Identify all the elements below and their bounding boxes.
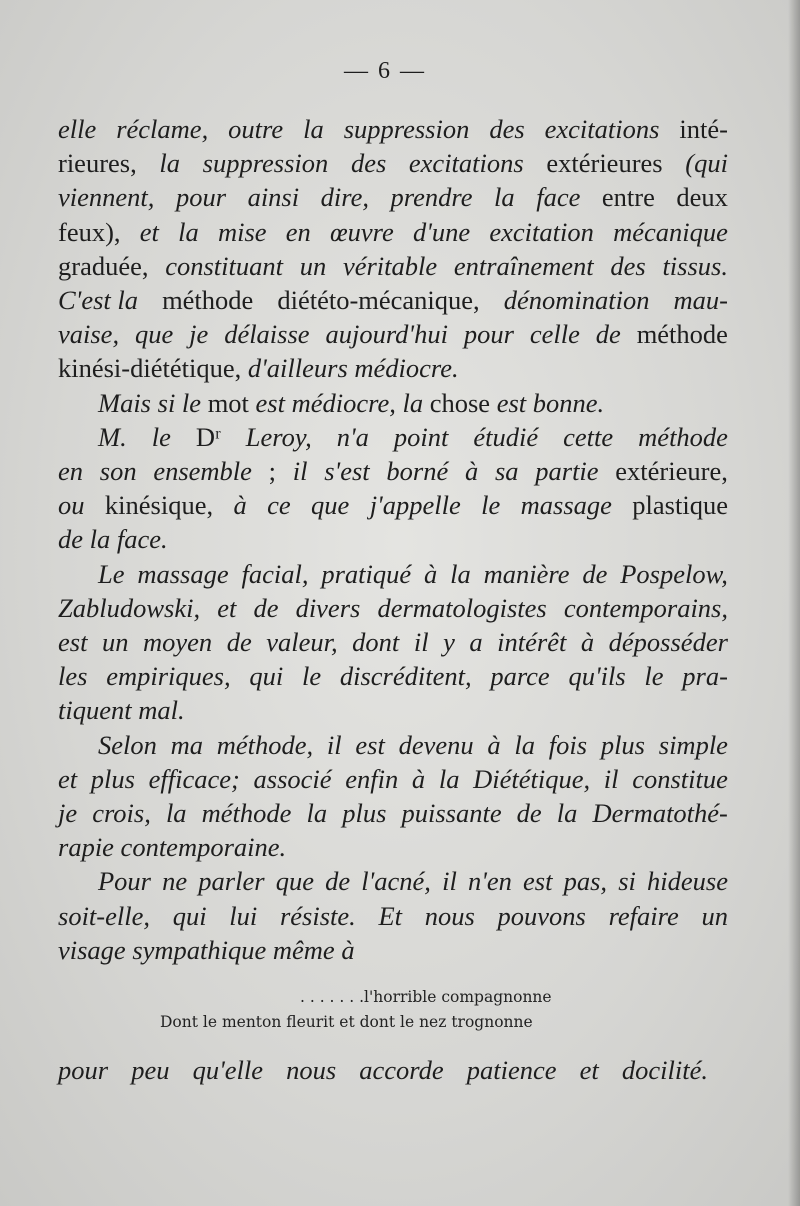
text-line — [58, 762, 728, 796]
text-word: suppression — [202, 148, 329, 179]
text-line — [58, 351, 459, 385]
text-line — [98, 386, 604, 420]
text-word: j'appelle — [369, 490, 461, 521]
text-word: entre — [601, 182, 655, 213]
text-line — [58, 488, 728, 522]
text-word: à — [487, 729, 501, 760]
text-word: chose — [429, 387, 497, 418]
final-line — [58, 1053, 708, 1087]
text-word: dire, — [320, 182, 369, 213]
text-word: que — [311, 490, 350, 521]
text-word: ma — [170, 729, 204, 760]
text-line — [58, 659, 728, 693]
text-line — [58, 112, 728, 146]
text-word: dénomination — [503, 285, 650, 315]
text-line — [58, 317, 728, 351]
text-word: enfin — [345, 763, 399, 794]
text-word: a — [469, 627, 483, 657]
text-word: il — [292, 456, 308, 486]
text-word: la — [494, 182, 515, 213]
text-word: valeur, — [266, 627, 338, 657]
text-word: son — [99, 456, 137, 486]
text-word: feux), — [58, 216, 121, 247]
text-word: accorde — [359, 1055, 444, 1085]
text-word: que — [275, 866, 314, 897]
text-word: il — [603, 763, 619, 794]
text-word: et — [217, 592, 237, 623]
text-word: méthode — [636, 319, 728, 350]
text-word: réclame, — [116, 114, 209, 144]
text-word: manière — [483, 558, 570, 589]
text-word: la — [159, 148, 180, 179]
text-word: la — [450, 558, 471, 589]
text-word: l'acné, — [361, 866, 431, 897]
text-word: partie — [535, 456, 599, 486]
text-word: deux — [676, 182, 728, 213]
text-word: associé — [253, 763, 332, 794]
text-word: outre — [228, 114, 284, 144]
text-word: vaise, — [58, 319, 120, 350]
verse-line-1: . . . . . . .l'horrible compagnonne — [300, 988, 552, 1006]
text-word: kinési-diététique, — [58, 353, 248, 384]
text-word: est — [58, 627, 88, 657]
text-word: à — [411, 763, 426, 794]
text-word: empiriques, — [106, 661, 231, 692]
text-word: est — [355, 729, 385, 760]
text-word: que — [134, 319, 174, 350]
text-word: plus — [90, 763, 135, 794]
text-word: de — [595, 319, 621, 350]
text-word: constituant — [165, 250, 283, 281]
text-word: qui — [172, 900, 207, 931]
text-line — [58, 215, 728, 249]
text-word: facial, — [241, 558, 309, 589]
text-word: Dermatothé- — [592, 798, 728, 828]
text-word: suppression — [343, 114, 470, 144]
text-word: Dʳ — [195, 421, 221, 452]
text-word: excitations — [544, 114, 660, 144]
text-line — [98, 557, 728, 591]
text-word: tiquent mal. — [58, 695, 185, 726]
text-word: Leroy, — [245, 421, 312, 452]
text-line — [58, 899, 728, 933]
text-word: extérieures — [546, 148, 663, 179]
text-word: en — [58, 456, 84, 486]
text-word: kinésique, — [104, 490, 214, 521]
text-word: méthode — [162, 285, 254, 315]
text-line — [58, 180, 728, 214]
text-line — [98, 728, 728, 762]
text-word: à — [424, 558, 438, 589]
text-word: plus — [600, 729, 645, 760]
text-word: qu'elle — [192, 1055, 263, 1085]
text-word: visage sympathique même à — [58, 934, 355, 965]
text-word: de — [325, 866, 351, 897]
text-word: la — [165, 798, 187, 828]
text-word: le — [644, 661, 664, 692]
text-word: pour — [58, 1055, 109, 1085]
text-word: dermatologistes — [377, 592, 547, 623]
text-word: rieures, — [58, 148, 137, 179]
text-word: est — [523, 866, 553, 897]
text-word: nous — [286, 1055, 337, 1085]
text-word: excitations — [408, 148, 524, 179]
text-word: docilité. — [621, 1055, 708, 1085]
text-word: massage — [520, 490, 612, 521]
text-word: pas, — [563, 866, 608, 897]
text-word: pra- — [682, 661, 728, 692]
text-word: mise — [217, 216, 267, 247]
text-word: puissante — [401, 798, 502, 828]
text-word: résiste. — [279, 900, 356, 931]
text-word: entraînement — [453, 250, 594, 281]
text-word: le — [151, 421, 171, 452]
text-word: crois, — [92, 798, 151, 828]
text-line — [58, 283, 728, 317]
text-word: étudié — [473, 421, 539, 452]
text-word: des — [610, 250, 646, 281]
page-edge — [788, 0, 800, 1206]
text-word: de — [582, 558, 608, 589]
text-word: il — [413, 627, 429, 657]
text-word: il — [326, 729, 342, 760]
text-word: œuvre — [329, 216, 394, 247]
text-line — [58, 146, 728, 180]
text-word: mau- — [673, 285, 728, 315]
text-word: tissus. — [662, 250, 728, 281]
text-word: si — [618, 866, 636, 897]
text-word: méthode, — [216, 729, 314, 760]
text-word: excitation — [489, 216, 594, 247]
text-word: parler — [198, 866, 265, 897]
text-word: contemporains, — [563, 592, 728, 623]
text-word: un — [299, 250, 327, 281]
text-word: Selon — [98, 729, 157, 760]
text-word: n'en — [467, 866, 512, 897]
text-word: point — [393, 421, 449, 452]
text-word: ainsi — [247, 182, 300, 213]
text-word: à — [580, 627, 595, 657]
text-word: massage — [137, 558, 229, 589]
text-line — [58, 796, 728, 830]
text-word: face — [536, 182, 581, 213]
text-word: qu'ils — [568, 661, 626, 692]
text-word: d'ailleurs médiocre. — [247, 353, 459, 384]
text-word: dont — [352, 627, 400, 657]
text-word: Pospelow, — [620, 558, 728, 589]
text-line — [58, 693, 185, 727]
text-word: la — [438, 763, 460, 794]
text-word: un — [701, 900, 728, 931]
text-word: lui — [229, 900, 258, 931]
text-word: de la face. — [58, 524, 168, 555]
text-word: Diététique, — [473, 763, 591, 794]
text-word: peu — [131, 1055, 170, 1085]
text-word: ne — [162, 866, 188, 897]
text-word: rapie contemporaine. — [58, 832, 287, 863]
text-word: la — [306, 798, 328, 828]
text-word: pour — [175, 182, 227, 213]
text-word: borné — [386, 456, 449, 486]
text-word: elle — [58, 114, 97, 144]
text-word: les — [58, 661, 88, 692]
text-word: inté- — [679, 114, 728, 144]
text-word: parce — [490, 661, 550, 692]
text-word: discréditent, — [339, 661, 472, 692]
text-word: pouvons — [497, 900, 586, 931]
verse-line-2: Dont le menton fleurit et dont le nez trognonne — [160, 1013, 533, 1031]
text-word: et — [139, 216, 159, 247]
text-word: graduée, — [58, 250, 149, 281]
text-word: nous — [424, 900, 475, 931]
text-word: déposséder — [608, 627, 728, 657]
text-word: ou — [58, 490, 85, 521]
text-word: en — [285, 216, 311, 247]
text-line — [58, 249, 728, 283]
text-word: moyen — [143, 627, 213, 657]
text-word: fois — [548, 729, 588, 760]
text-word: y — [443, 627, 455, 657]
text-word: ce — [267, 490, 291, 521]
text-line — [58, 591, 728, 625]
text-word: le — [481, 490, 501, 521]
text-word: la — [303, 114, 324, 144]
text-word: Le — [98, 558, 125, 589]
text-line — [98, 420, 728, 454]
text-line — [58, 830, 286, 864]
text-word: n'a — [336, 421, 369, 452]
text-word: divers — [295, 592, 361, 623]
text-word: Et — [378, 900, 403, 931]
text-word: la — [514, 729, 536, 760]
text-word: des — [489, 114, 525, 144]
text-word: la — [178, 216, 199, 247]
text-word: et — [579, 1055, 599, 1085]
text-word: véritable — [342, 250, 438, 281]
text-word: mot — [207, 387, 256, 418]
text-word: aujourd'hui — [325, 319, 448, 350]
text-line — [58, 522, 168, 556]
text-line — [58, 933, 355, 967]
text-word: le — [301, 661, 322, 692]
text-line — [58, 454, 728, 488]
text-word: méthode — [201, 798, 292, 828]
text-word: hideuse — [647, 866, 728, 897]
text-word: est médiocre, la — [255, 387, 430, 418]
text-word: méthode — [638, 421, 728, 452]
text-word: des — [350, 148, 387, 179]
text-word: est bonne. — [496, 387, 605, 418]
text-line — [58, 625, 728, 659]
text-word: prendre — [390, 182, 473, 213]
text-word: plastique — [632, 490, 728, 521]
text-word: je — [58, 798, 78, 828]
text-word: devenu — [398, 729, 474, 760]
text-word: qui — [249, 661, 284, 692]
text-word: je — [189, 319, 209, 350]
text-word: M. — [98, 421, 127, 452]
text-word: intérêt — [497, 627, 567, 657]
text-word: celle — [529, 319, 580, 350]
text-line — [98, 864, 728, 898]
text-word: à — [464, 456, 479, 486]
text-word: soit-elle, — [58, 900, 150, 931]
text-word: et — [58, 763, 78, 794]
text-word: Zabludowski, — [58, 592, 201, 623]
text-word: pratiqué — [321, 558, 412, 589]
text-word: refaire — [608, 900, 679, 931]
text-word: Mais si le — [98, 387, 208, 418]
text-word: sa — [494, 456, 519, 486]
text-word: délaisse — [224, 319, 310, 350]
text-word: pour — [463, 319, 514, 350]
text-word: il — [442, 866, 457, 897]
text-word: viennent, — [58, 182, 155, 213]
text-word: ensemble — [153, 456, 252, 486]
text-word: diététo-mécanique, — [277, 285, 480, 315]
page-number: — 6 — — [344, 58, 426, 84]
text-word: plus — [342, 798, 387, 828]
text-word: s'est — [324, 456, 370, 486]
text-word: de — [516, 798, 542, 828]
text-word: (qui — [685, 148, 728, 179]
text-word: constitue — [632, 763, 728, 794]
text-word: à — [233, 490, 247, 521]
text-word: efficace; — [148, 763, 240, 794]
text-word: un — [101, 627, 129, 657]
text-word: Pour — [98, 866, 151, 897]
text-word: la — [556, 798, 578, 828]
text-word: de — [253, 592, 279, 623]
text-word: patience — [466, 1055, 557, 1085]
text-word: extérieure, — [615, 456, 728, 486]
text-word: C'est la — [58, 285, 139, 315]
text-word: simple — [658, 729, 728, 760]
text-word: mécanique — [613, 216, 728, 247]
text-word: de — [226, 627, 252, 657]
text-word: cette — [563, 421, 614, 452]
text-word: ; — [268, 456, 277, 486]
text-word: d'une — [412, 216, 471, 247]
